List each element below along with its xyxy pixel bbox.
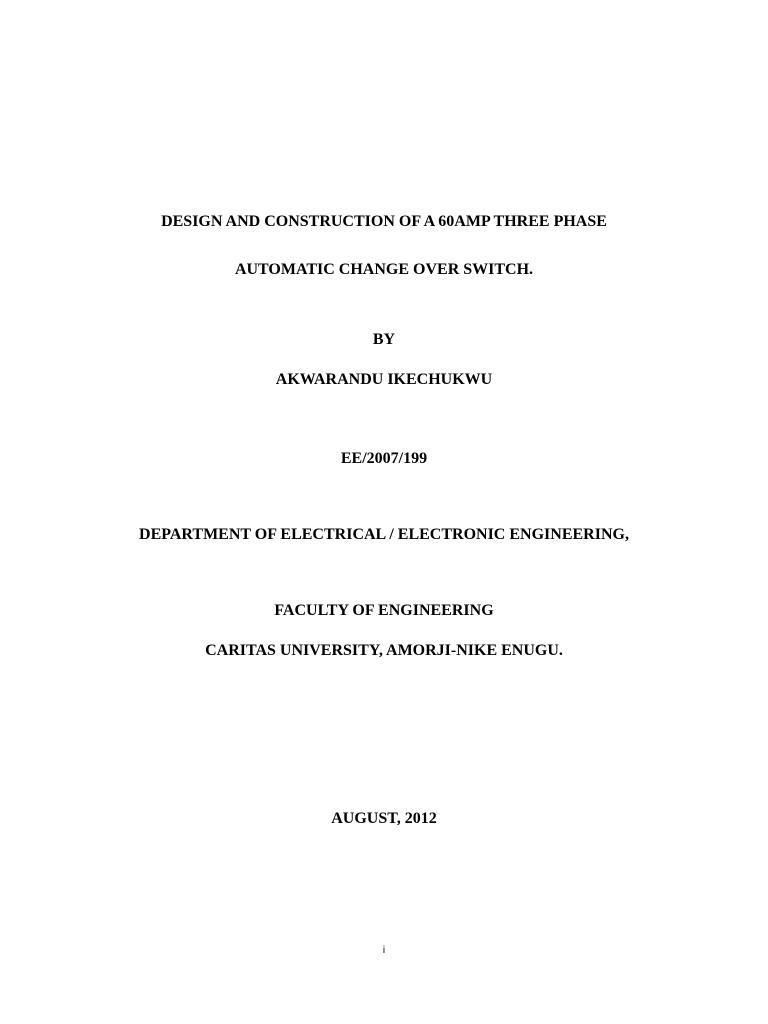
faculty-name: FACULTY OF ENGINEERING: [274, 602, 494, 619]
author-name: AKWARANDU IKECHUKWU: [275, 371, 493, 388]
submission-date: AUGUST, 2012: [331, 810, 437, 827]
registration-number: EE/2007/199: [340, 450, 428, 467]
by-label: BY: [372, 331, 396, 348]
department-name: DEPARTMENT OF ELECTRICAL / ELECTRONIC ENGINEERING,: [139, 526, 629, 543]
title-line-1: DESIGN AND CONSTRUCTION OF A 60AMP THREE PHASE: [161, 213, 607, 230]
university-name: CARITAS UNIVERSITY, AMORJI-NIKE ENUGU.: [205, 642, 563, 659]
page-number: i: [382, 945, 386, 956]
title-line-2: AUTOMATIC CHANGE OVER SWITCH.: [234, 261, 534, 278]
